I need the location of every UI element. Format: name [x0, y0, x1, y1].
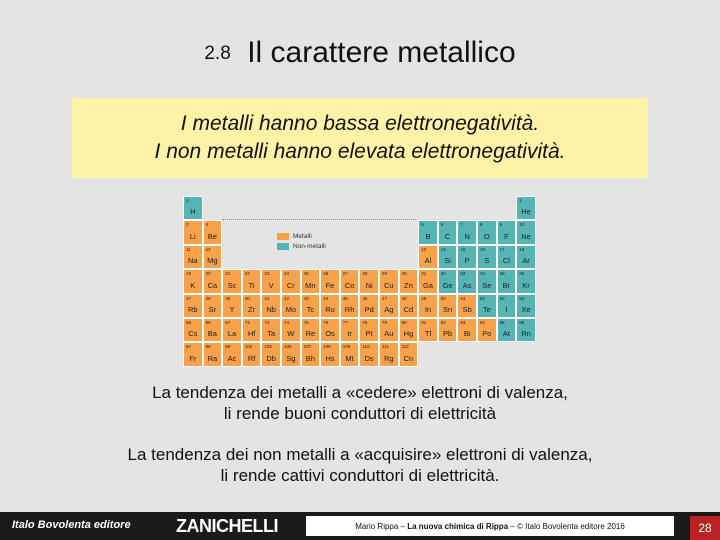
element-symbol: Ge	[442, 280, 453, 290]
element-cell	[183, 269, 203, 293]
element-symbol: C	[444, 231, 451, 241]
atomic-number: 46	[362, 295, 368, 301]
element-symbol: H	[190, 207, 196, 217]
element-cell	[203, 318, 223, 342]
atomic-number: 31	[421, 271, 427, 277]
atomic-number: 52	[480, 295, 486, 301]
element-symbol: Mg	[207, 256, 218, 266]
atomic-number: 89	[225, 344, 231, 350]
element-symbol: Kr	[522, 280, 530, 290]
atomic-number: 9	[499, 222, 503, 228]
element-symbol: Mn	[305, 280, 316, 290]
element-cell	[379, 294, 399, 318]
legend	[277, 233, 326, 253]
publisher-logo: Italo Bovolenta editore	[12, 519, 131, 531]
element-symbol: In	[424, 304, 432, 314]
atomic-number: 36	[519, 271, 525, 277]
atomic-number: 19	[186, 271, 192, 277]
element-cell	[183, 245, 203, 269]
element-cell	[203, 220, 223, 244]
paragraph-nonmetals-line-1: La tendenza dei non metalli a «acquisire» elettroni di valenza,	[127, 445, 593, 464]
element-cell	[242, 269, 262, 293]
atomic-number: 20	[205, 271, 211, 277]
element-cell	[340, 294, 360, 318]
element-symbol: Ra	[207, 353, 218, 363]
element-symbol: Bh	[305, 353, 315, 363]
element-cell	[242, 318, 262, 342]
atomic-number: 51	[460, 295, 466, 301]
element-symbol: Na	[188, 256, 198, 266]
element-symbol: F	[504, 231, 509, 241]
atomic-number: 73	[264, 320, 270, 325]
element-cell	[418, 220, 438, 244]
element-symbol: N	[464, 231, 470, 241]
atomic-number: 82	[440, 320, 446, 325]
legend-nonmetal-label: Non-metalli	[293, 243, 326, 250]
atomic-number: 75	[303, 320, 309, 325]
atomic-number: 44	[323, 295, 329, 301]
element-symbol: Rb	[188, 304, 198, 314]
element-cell	[203, 245, 223, 269]
atomic-number: 35	[499, 271, 505, 277]
atomic-number: 13	[421, 246, 427, 252]
element-cell	[497, 318, 517, 342]
element-cell	[222, 318, 242, 342]
atomic-number: 10	[519, 222, 525, 228]
element-symbol: Fr	[189, 353, 197, 363]
element-symbol: Te	[482, 304, 491, 314]
atomic-number: 110	[362, 344, 370, 350]
atomic-number: 41	[264, 295, 270, 301]
element-symbol: S	[484, 256, 490, 266]
paragraph-metals	[0, 382, 720, 424]
element-symbol: Re	[305, 329, 316, 339]
element-cell	[438, 245, 458, 269]
element-symbol: Zr	[248, 304, 256, 314]
nonmetal-swatch	[277, 243, 289, 250]
atomic-number: 11	[186, 246, 191, 252]
footer-copyright: – © Italo Bovolenta editore 2016	[510, 521, 625, 531]
element-cell	[399, 269, 419, 293]
element-symbol: Hf	[247, 329, 256, 339]
element-symbol: P	[464, 256, 470, 266]
title-text: Il carattere metallico	[247, 36, 516, 69]
atomic-number: 28	[362, 271, 368, 277]
element-cell	[203, 294, 223, 318]
element-cell	[477, 269, 497, 293]
element-cell	[438, 269, 458, 293]
atomic-number: 45	[342, 295, 348, 301]
element-cell	[301, 318, 321, 342]
element-cell	[222, 269, 242, 293]
element-cell	[222, 294, 242, 318]
element-symbol: Be	[207, 231, 217, 241]
atomic-number: 48	[401, 295, 407, 301]
atomic-number: 33	[460, 271, 466, 277]
callout-line-1: I metalli hanno bassa elettronegatività.	[180, 112, 540, 135]
element-symbol: As	[462, 280, 472, 290]
footer-credit	[306, 516, 674, 536]
element-cell	[477, 220, 497, 244]
element-cell	[183, 196, 203, 220]
element-symbol: Sr	[208, 304, 217, 314]
element-symbol: Ru	[325, 304, 335, 314]
element-cell	[477, 294, 497, 318]
element-cell	[301, 269, 321, 293]
element-symbol: I	[505, 304, 508, 314]
atomic-number: 112	[401, 344, 409, 350]
atomic-number: 47	[382, 295, 388, 301]
atomic-number: 26	[323, 271, 329, 277]
atomic-number: 77	[342, 320, 348, 325]
element-symbol: Nb	[266, 304, 276, 314]
atomic-number: 30	[401, 271, 407, 277]
element-symbol: Db	[266, 353, 276, 363]
element-symbol: Au	[384, 329, 394, 339]
element-cell	[438, 318, 458, 342]
element-symbol: Ca	[207, 280, 218, 290]
element-symbol: Zn	[404, 280, 413, 290]
element-symbol: Rf	[247, 353, 256, 363]
element-symbol: Ti	[248, 280, 255, 290]
element-cell	[359, 269, 379, 293]
element-cell	[418, 318, 438, 342]
element-symbol: He	[521, 207, 531, 217]
element-cell	[438, 220, 458, 244]
element-symbol: Cr	[286, 280, 295, 290]
atomic-number: 22	[244, 271, 250, 277]
atomic-number: 79	[382, 320, 388, 325]
element-symbol: Mt	[345, 353, 354, 363]
atomic-number: 72	[244, 320, 250, 325]
element-cell	[457, 220, 477, 244]
element-symbol: Li	[189, 231, 196, 241]
element-cell	[301, 294, 321, 318]
atomic-number: 111	[382, 344, 389, 350]
element-cell	[183, 220, 203, 244]
element-symbol: Rh	[344, 304, 355, 314]
element-symbol: Cn	[403, 353, 414, 363]
element-cell	[183, 318, 203, 342]
element-cell	[497, 294, 517, 318]
element-symbol: At	[502, 329, 510, 339]
element-cell	[320, 318, 340, 342]
element-symbol: Bi	[463, 329, 471, 339]
atomic-number: 57	[225, 320, 231, 325]
element-cell	[281, 269, 301, 293]
zanichelli-logo: ZANICHELLI	[176, 516, 278, 536]
element-cell	[457, 245, 477, 269]
paragraph-nonmetals	[0, 444, 720, 486]
callout-line-2: I non metalli hanno elevata elettronegatività.	[154, 140, 566, 163]
slide-title	[0, 36, 720, 70]
element-cell	[516, 318, 536, 342]
atomic-number: 109	[342, 344, 351, 350]
divider-dotted	[222, 219, 416, 220]
element-symbol: Hg	[403, 329, 414, 339]
element-cell	[203, 269, 223, 293]
element-symbol: B	[425, 231, 431, 241]
atomic-number: 8	[480, 222, 483, 228]
element-symbol: Sn	[443, 304, 453, 314]
element-cell	[418, 245, 438, 269]
element-symbol: Mo	[285, 304, 296, 314]
element-cell	[359, 318, 379, 342]
atomic-number: 80	[401, 320, 407, 325]
atomic-number: 43	[303, 295, 309, 301]
atomic-number: 40	[244, 295, 250, 301]
atomic-number: 86	[519, 320, 525, 325]
atomic-number: 106	[284, 344, 292, 350]
element-symbol: Ne	[521, 231, 531, 241]
atomic-number: 24	[284, 271, 290, 277]
section-number: 2.8	[204, 43, 231, 64]
element-symbol: W	[287, 329, 295, 339]
element-cell	[183, 342, 203, 366]
element-cell	[379, 342, 399, 366]
element-cell	[399, 294, 419, 318]
atomic-number: 7	[460, 222, 463, 228]
element-symbol: Co	[344, 280, 355, 290]
element-cell	[516, 245, 536, 269]
atomic-number: 108	[323, 344, 331, 350]
element-cell	[281, 294, 301, 318]
element-symbol: Br	[502, 280, 511, 290]
element-symbol: Rn	[521, 329, 531, 339]
element-symbol: Se	[482, 280, 492, 290]
element-cell	[222, 342, 242, 366]
element-cell	[497, 269, 517, 293]
element-cell	[281, 318, 301, 342]
element-symbol: Sc	[227, 280, 237, 290]
legend-nonmetal	[277, 243, 326, 250]
element-cell	[399, 318, 419, 342]
atomic-number: 87	[186, 344, 192, 350]
atomic-number: 49	[421, 295, 427, 301]
element-symbol: V	[268, 280, 274, 290]
element-cell	[261, 342, 281, 366]
atomic-number: 104	[244, 344, 253, 350]
element-symbol: Tc	[306, 304, 315, 314]
element-symbol: Pt	[365, 329, 373, 339]
element-cell	[359, 294, 379, 318]
callout-box	[72, 98, 648, 178]
footer-bar	[0, 512, 720, 540]
element-symbol: Si	[444, 256, 451, 266]
atomic-number: 88	[205, 344, 211, 350]
element-cell	[340, 318, 360, 342]
element-symbol: Ga	[422, 280, 433, 290]
element-symbol: La	[227, 329, 237, 339]
element-cell	[457, 269, 477, 293]
element-cell	[379, 318, 399, 342]
footer-book-title: La nuova chimica di Rippa	[407, 521, 509, 531]
element-cell	[301, 342, 321, 366]
atomic-number: 6	[440, 222, 444, 228]
atomic-number: 4	[205, 222, 209, 228]
periodic-table	[183, 196, 536, 367]
element-symbol: Pd	[364, 304, 374, 314]
page-number: 28	[690, 516, 720, 540]
atomic-number: 3	[186, 222, 189, 228]
atomic-number: 84	[480, 320, 486, 325]
atomic-number: 78	[362, 320, 368, 325]
element-cell	[183, 294, 203, 318]
element-cell	[516, 220, 536, 244]
element-cell	[477, 245, 497, 269]
element-symbol: Rg	[384, 353, 394, 363]
atomic-number: 76	[323, 320, 329, 325]
element-symbol: Y	[229, 304, 235, 314]
element-symbol: Cs	[188, 329, 198, 339]
element-cell	[261, 318, 281, 342]
element-cell	[320, 269, 340, 293]
element-cell	[516, 294, 536, 318]
element-cell	[457, 318, 477, 342]
atomic-number: 29	[382, 271, 388, 277]
element-cell	[359, 342, 379, 366]
atomic-number: 38	[205, 295, 211, 301]
atomic-number: 85	[499, 320, 505, 325]
element-symbol: Fe	[325, 280, 335, 290]
element-symbol: Cu	[384, 280, 394, 290]
paragraph-metals-line-2: li rende buoni conduttori di elettricità	[223, 404, 497, 423]
atomic-number: 37	[186, 295, 192, 301]
atomic-number: 56	[205, 320, 211, 325]
element-cell	[242, 294, 262, 318]
element-cell	[320, 294, 340, 318]
element-symbol: Ds	[364, 353, 374, 363]
atomic-number: 25	[303, 271, 309, 277]
atomic-number: 15	[460, 246, 466, 252]
element-symbol: Ac	[227, 353, 237, 363]
atomic-number: 23	[264, 271, 270, 277]
footer-author: Mario Rippa –	[355, 521, 405, 531]
element-cell	[340, 269, 360, 293]
element-cell	[242, 342, 262, 366]
atomic-number: 34	[480, 271, 486, 277]
atomic-number: 39	[225, 295, 231, 301]
paragraph-nonmetals-line-2: li rende cattivi conduttori di elettricità.	[220, 466, 500, 485]
element-symbol: O	[483, 231, 490, 241]
element-symbol: Al	[424, 256, 432, 266]
legend-metal	[277, 233, 326, 240]
element-symbol: Ni	[365, 280, 373, 290]
atomic-number: 1	[186, 198, 189, 203]
element-symbol: Ta	[267, 329, 276, 339]
element-cell	[418, 269, 438, 293]
atomic-number: 105	[264, 344, 272, 350]
element-symbol: Ir	[347, 329, 352, 339]
atomic-number: 16	[480, 246, 486, 252]
element-symbol: Cd	[403, 304, 414, 314]
atomic-number: 50	[440, 295, 446, 301]
element-symbol: Sb	[462, 304, 472, 314]
paragraph-metals-line-1: La tendenza dei metalli a «cedere» elettroni di valenza,	[152, 383, 568, 402]
element-cell	[399, 342, 419, 366]
atomic-number: 21	[225, 271, 231, 277]
element-symbol: Os	[325, 329, 335, 339]
element-cell	[516, 196, 536, 220]
element-cell	[379, 269, 399, 293]
metal-swatch	[277, 233, 289, 240]
element-symbol: Sg	[286, 353, 296, 363]
element-cell	[340, 342, 360, 366]
element-cell	[261, 294, 281, 318]
element-cell	[203, 342, 223, 366]
element-cell	[457, 294, 477, 318]
element-symbol: Po	[482, 329, 492, 339]
atomic-number: 5	[421, 222, 424, 228]
atomic-number: 2	[519, 198, 522, 203]
atomic-number: 17	[499, 246, 505, 252]
element-cell	[497, 220, 517, 244]
atomic-number: 14	[440, 246, 446, 252]
atomic-number: 81	[421, 320, 427, 325]
element-cell	[516, 269, 536, 293]
element-symbol: K	[190, 280, 196, 290]
legend-metal-label: Metalli	[293, 233, 312, 240]
atomic-number: 53	[499, 295, 505, 301]
element-symbol: Ar	[522, 256, 530, 266]
element-symbol: Pb	[443, 329, 453, 339]
atomic-number: 83	[460, 320, 466, 325]
element-symbol: Ag	[384, 304, 394, 314]
element-symbol: Ba	[207, 329, 217, 339]
element-symbol: Xe	[521, 304, 531, 314]
atomic-number: 107	[303, 344, 312, 350]
atomic-number: 18	[519, 246, 525, 252]
element-cell	[477, 318, 497, 342]
element-cell	[438, 294, 458, 318]
atomic-number: 55	[186, 320, 192, 325]
atomic-number: 27	[342, 271, 348, 277]
element-cell	[261, 269, 281, 293]
atomic-number: 42	[284, 295, 290, 301]
atomic-number: 54	[519, 295, 525, 301]
element-cell	[320, 342, 340, 366]
element-cell	[281, 342, 301, 366]
atomic-number: 32	[440, 271, 446, 277]
element-symbol: Tl	[424, 329, 432, 339]
element-symbol: Hs	[325, 353, 335, 363]
atomic-number: 74	[284, 320, 290, 325]
atomic-number: 12	[205, 246, 211, 252]
element-cell	[497, 245, 517, 269]
element-symbol: Cl	[502, 256, 510, 266]
element-cell	[418, 294, 438, 318]
